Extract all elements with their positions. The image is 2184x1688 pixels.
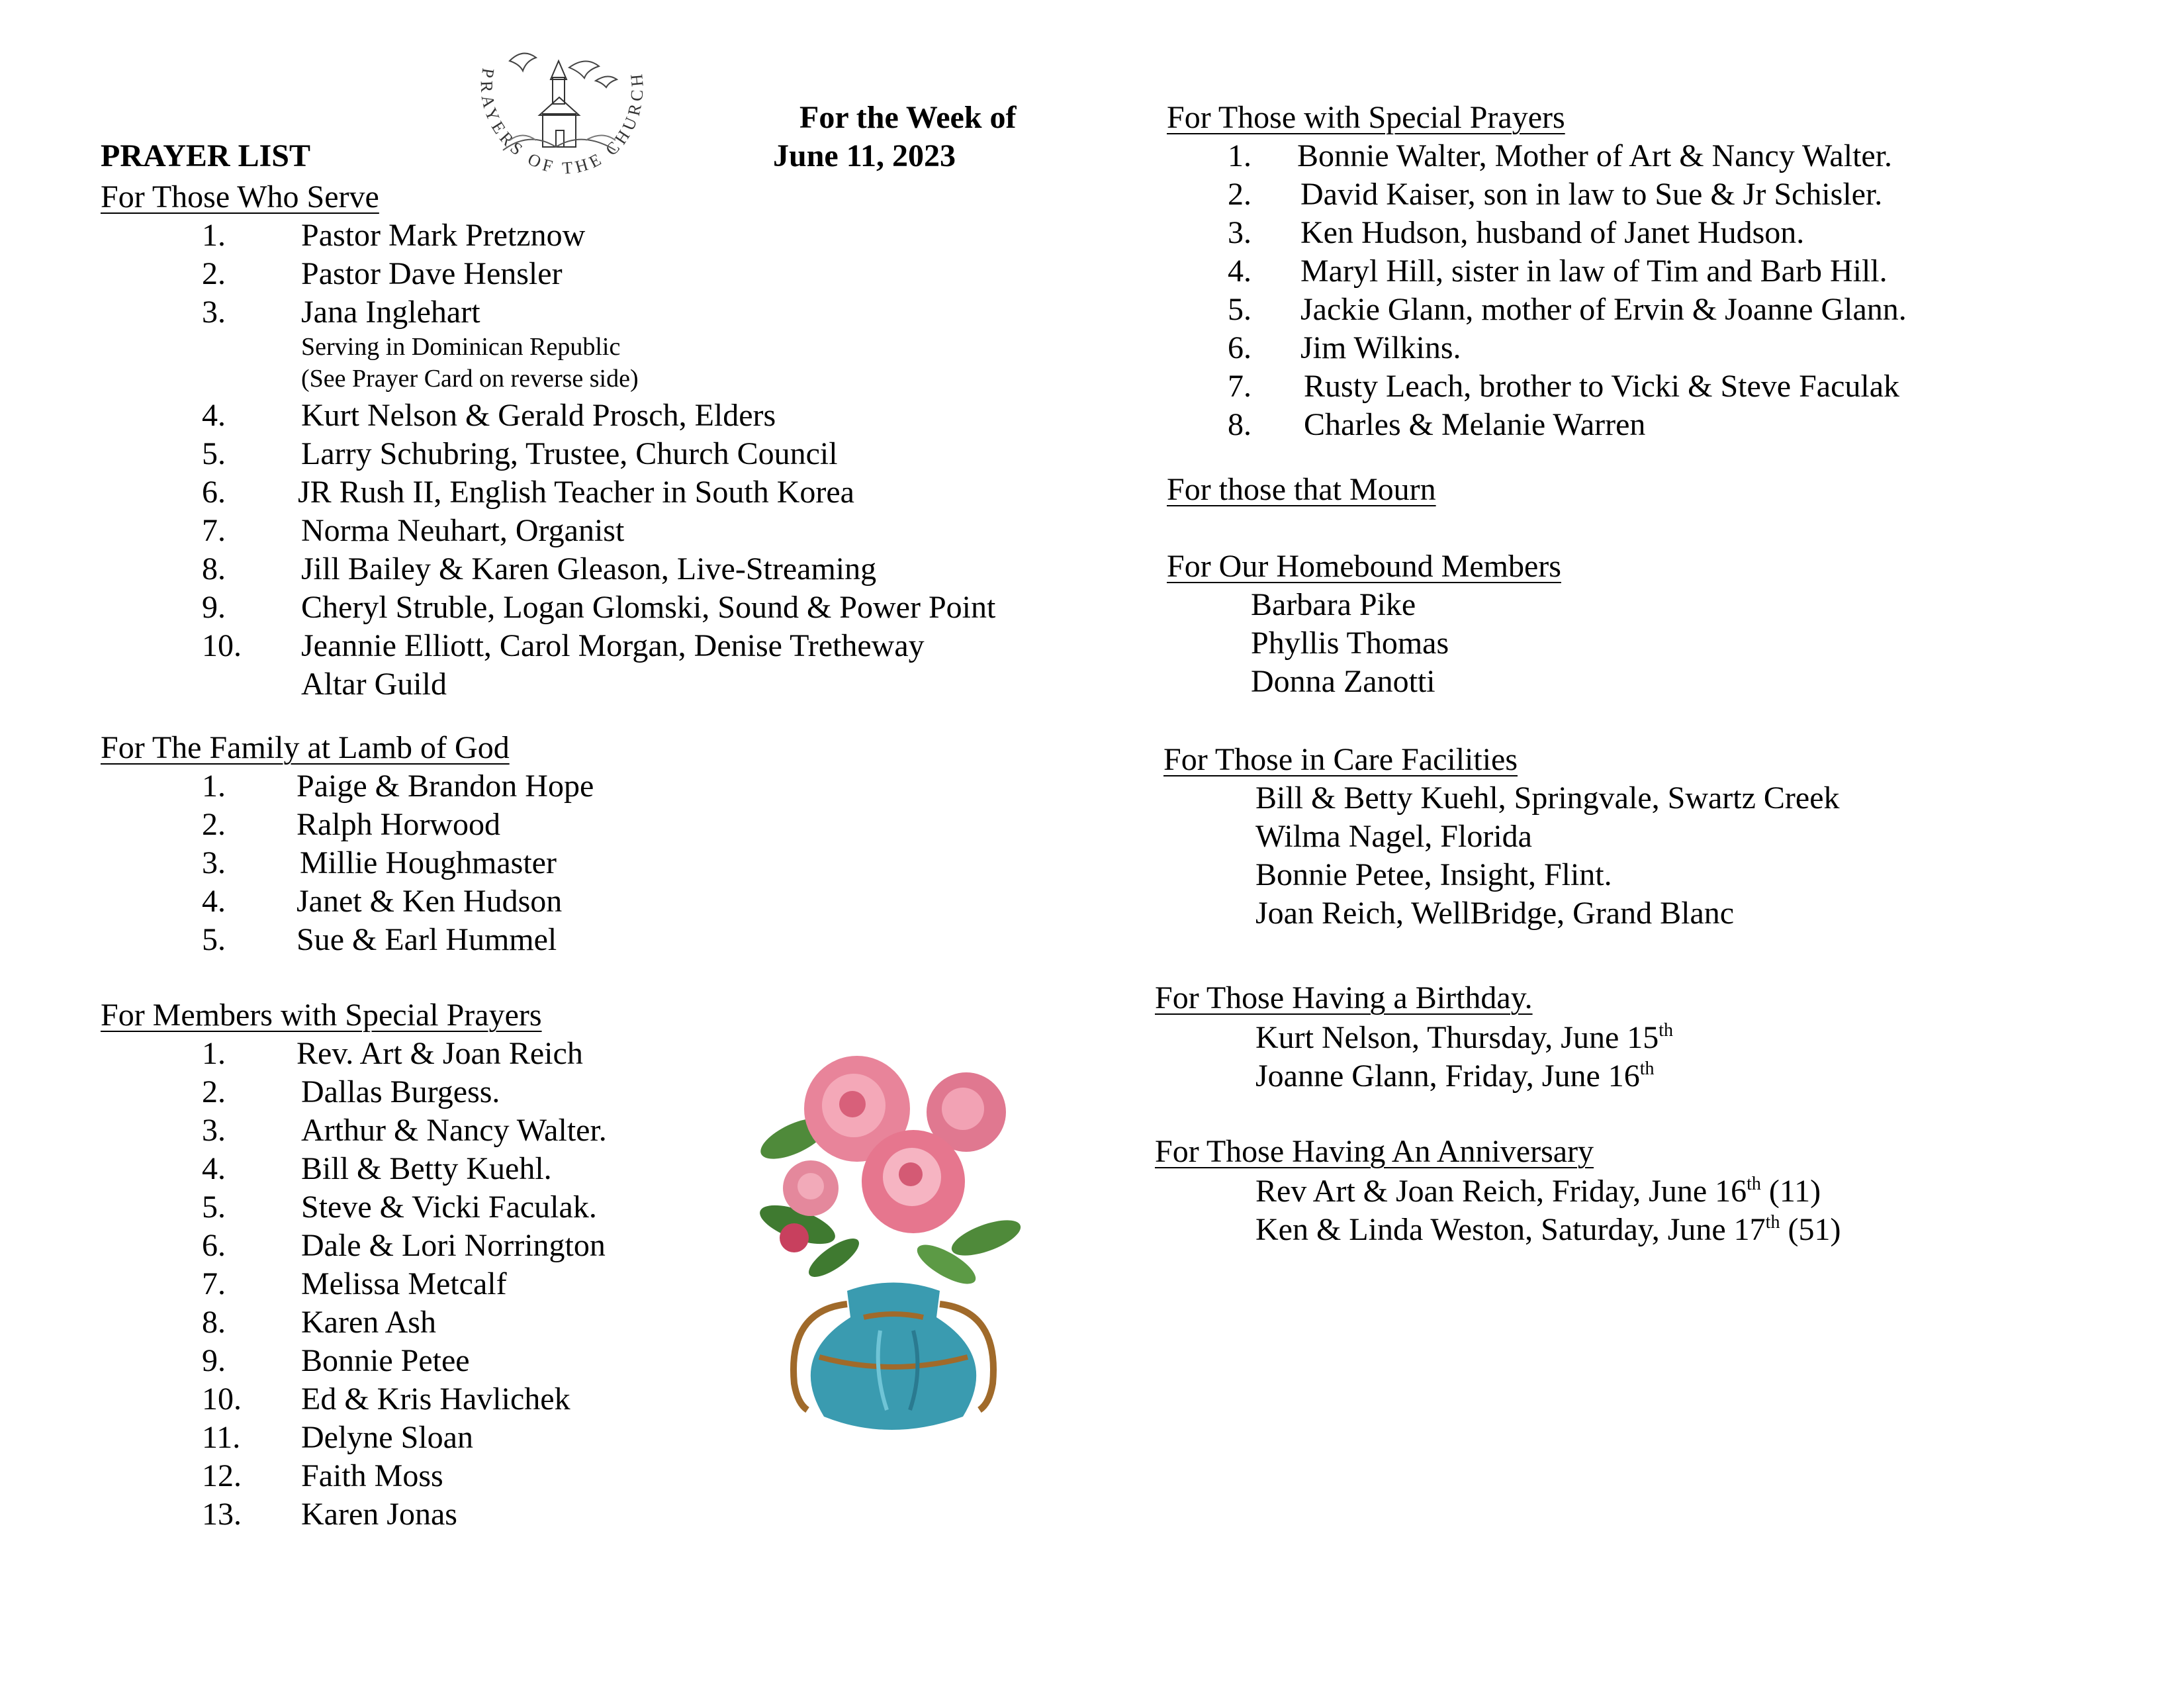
section-heading-members: For Members with Special Prayers <box>101 998 542 1033</box>
list-item: Kurt Nelson, Thursday, June 15th <box>1255 1020 1674 1055</box>
section-heading-care: For Those in Care Facilities <box>1163 742 1518 777</box>
section-heading-serve: For Those Who Serve <box>101 179 379 214</box>
svg-text:PRAYERS OF THE CHURCH <box>477 67 647 178</box>
list-item: Joanne Glann, Friday, June 16th <box>1255 1058 1655 1094</box>
section-heading-special: For Those with Special Prayers <box>1167 100 1565 135</box>
rose-vase-illustration <box>748 1039 1039 1436</box>
section-heading-family: For The Family at Lamb of God <box>101 730 510 765</box>
section-heading-anniversary: For Those Having An Anniversary <box>1155 1134 1594 1169</box>
section-heading-mourn: For those that Mourn <box>1167 472 1436 507</box>
week-label: For the Week of <box>799 100 1017 135</box>
church-logo <box>463 41 662 187</box>
section-heading-birthday: For Those Having a Birthday. <box>1155 980 1533 1015</box>
list-item: Ken & Linda Weston, Saturday, June 17th (51) <box>1255 1212 1841 1247</box>
rose-vase-icon <box>748 1039 1039 1436</box>
list-item: Donna Zanotti <box>1251 664 1435 699</box>
week-date: June 11, 2023 <box>773 138 956 173</box>
church-logo-icon <box>463 41 662 187</box>
page-title: PRAYER LIST <box>101 138 310 173</box>
list-item-note: Serving in Dominican Republic <box>301 333 621 361</box>
list-item-continuation: Altar Guild <box>301 667 447 702</box>
list-item-note: (See Prayer Card on reverse side) <box>301 365 639 393</box>
list-item: Bonnie Petee, Insight, Flint. <box>1255 857 1612 892</box>
logo-text: PRAYERS OF THE CHURCH <box>477 67 647 178</box>
list-item: Phyllis Thomas <box>1251 626 1449 661</box>
list-item: Barbara Pike <box>1251 587 1416 622</box>
list-item: Joan Reich, WellBridge, Grand Blanc <box>1255 896 1735 931</box>
section-heading-homebound: For Our Homebound Members <box>1167 549 1561 584</box>
list-item: Wilma Nagel, Florida <box>1255 819 1532 854</box>
list-item: Rev Art & Joan Reich, Friday, June 16th (11) <box>1255 1174 1821 1209</box>
list-item: Bill & Betty Kuehl, Springvale, Swartz Creek <box>1255 780 1840 816</box>
